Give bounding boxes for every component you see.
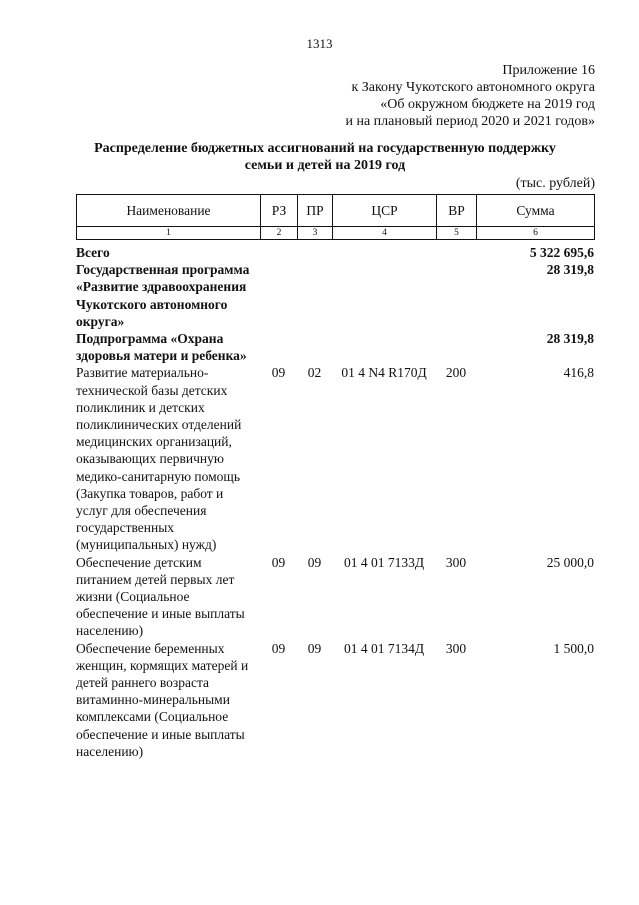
row-sum: 28 319,8 (546, 262, 594, 278)
header-rz: РЗ (261, 195, 298, 227)
row-rz (260, 244, 297, 261)
row-rz (260, 330, 297, 364)
table-row (76, 364, 594, 553)
row-rz: 09 (271, 640, 286, 656)
row-csr (332, 261, 436, 330)
table-row (76, 261, 594, 330)
row-name: Подпрограмма «Охрана здоровья матери и ребенка» (76, 331, 247, 364)
appendix-line: Приложение 16 (502, 63, 595, 78)
row-vr: 200 (445, 365, 467, 381)
appendix-line: «Об окружном бюджете на 2019 год (380, 97, 595, 112)
row-name: Всего (76, 245, 110, 260)
document-title (60, 140, 590, 174)
column-number: 1 (77, 227, 261, 240)
row-pr: 09 (307, 640, 322, 656)
table-row (76, 640, 594, 760)
column-number: 3 (298, 227, 333, 240)
column-number: 2 (261, 227, 298, 240)
row-sum: 1 500,0 (553, 640, 594, 656)
header-sum: Сумма (477, 195, 595, 227)
row-csr: 01 4 01 7133Д (343, 554, 425, 570)
row-sum: 25 000,0 (546, 554, 594, 570)
header-name: Наименование (77, 195, 261, 227)
row-name: Развитие материально-технической базы детских поликлиник и детских поликлинических отделений медицинских организаций, оказывающих первичную медико-санитарную помощь (Закупка товаров, работ и услуг для обеспечения государственных (муниципальных) нужд) (76, 365, 242, 553)
appendix-header (345, 62, 595, 130)
header-csr: ЦСР (333, 195, 437, 227)
page-number: 1313 (306, 36, 333, 51)
row-rz: 09 (271, 365, 286, 381)
table-row (76, 554, 594, 640)
row-pr (297, 261, 332, 330)
row-csr: 01 4 N4 R170Д (341, 365, 427, 381)
title-line: Распределение бюджетных ассигнований на государственную поддержку (94, 141, 556, 156)
row-sum: 5 322 695,6 (529, 245, 594, 260)
row-pr (297, 244, 332, 261)
row-sum: 416,8 (563, 365, 594, 381)
row-name: Государственная программа «Развитие здравоохранения Чукотского автономного округа» (76, 262, 250, 329)
appendix-line: и на плановый период 2020 и 2021 годов» (345, 114, 595, 129)
row-sum: 28 319,8 (546, 331, 594, 347)
column-number: 6 (477, 227, 595, 240)
row-vr (436, 330, 476, 364)
row-name: Обеспечение детским питанием детей первых лет жизни (Социальное обеспечение и иные выплаты населению) (76, 554, 245, 639)
row-pr (297, 330, 332, 364)
row-name: Обеспечение беременных женщин, кормящих матерей и детей раннего возраста витаминно-минеральными комплексами (Социальное обеспечение и иные выплаты населению) (76, 640, 249, 759)
header-vr: ВР (437, 195, 477, 227)
appendix-line: к Закону Чукотского автономного округа (351, 80, 595, 95)
row-rz (260, 261, 297, 330)
row-rz: 09 (271, 554, 286, 570)
row-vr: 300 (445, 640, 467, 656)
row-pr: 02 (307, 365, 322, 381)
row-vr (436, 244, 476, 261)
row-csr (332, 330, 436, 364)
row-pr: 09 (307, 554, 322, 570)
row-csr (332, 244, 436, 261)
column-number: 5 (437, 227, 477, 240)
unit-label: (тыс. рублей) (515, 176, 595, 191)
title-line: семьи и детей на 2019 год (244, 158, 406, 173)
column-number: 4 (333, 227, 437, 240)
row-vr: 300 (445, 554, 467, 570)
table-header (76, 194, 595, 240)
table-row (76, 330, 594, 364)
budget-table (76, 244, 594, 760)
row-vr (436, 261, 476, 330)
table-row (76, 244, 594, 261)
row-csr: 01 4 01 7134Д (343, 640, 425, 656)
header-pr: ПР (298, 195, 333, 227)
